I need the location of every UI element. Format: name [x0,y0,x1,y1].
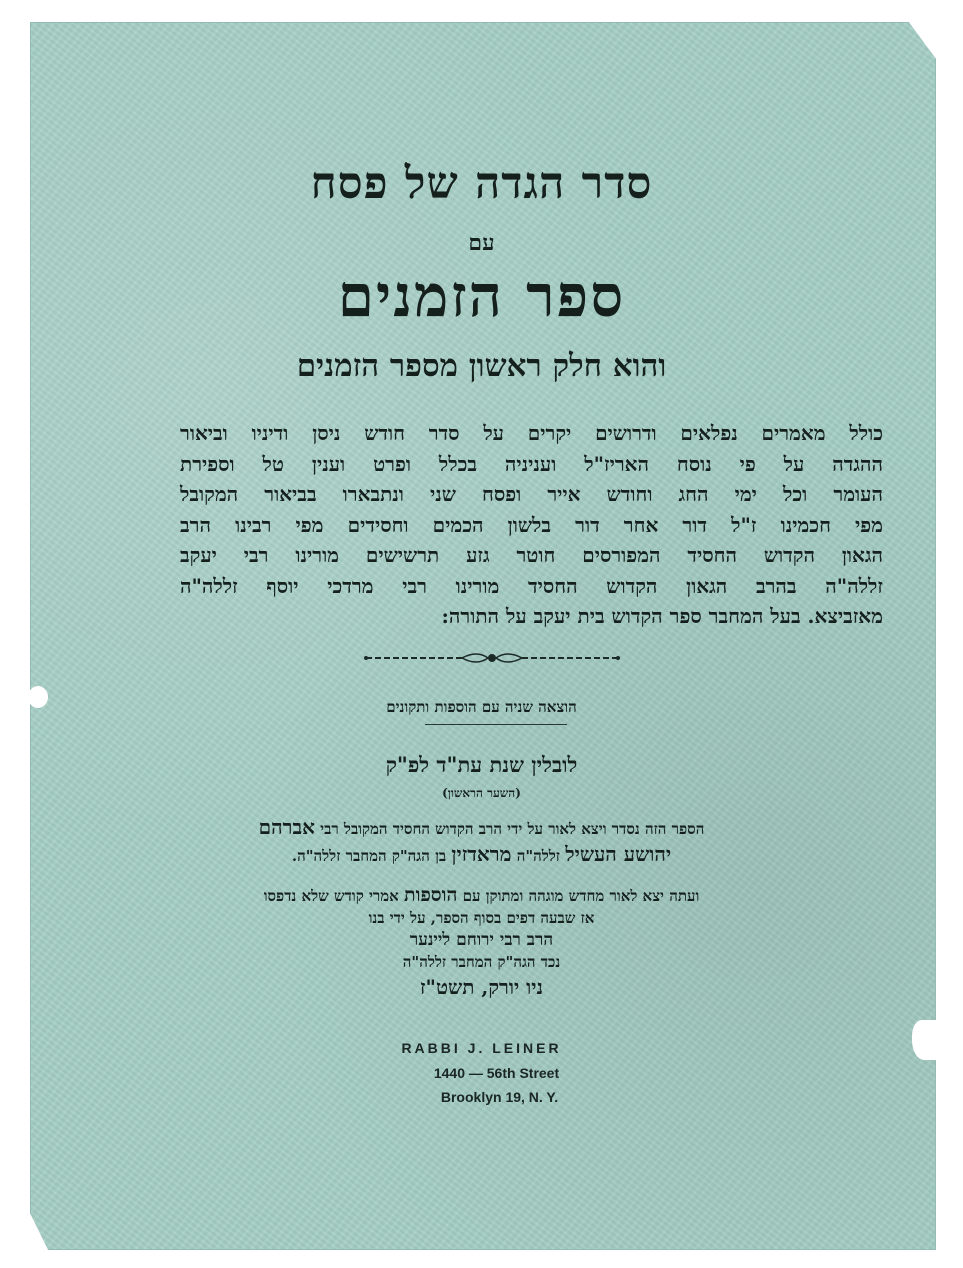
editor-place: מראדזין [451,842,512,866]
editor-name: יהושע העשיל [565,842,672,866]
description-line: זללה"ה בהרב הגאון הקדוש החסיד מורינו רבי מרדכי יוסף זללה"ה [180,573,883,598]
description-line: מפי חכמינו ז"ל דור אחר דור בלשון הכמים וחסידים מפי רבינו הרב [180,512,883,537]
publisher-city: Brooklyn 19, N. Y. [440,1089,559,1105]
republication-text: אמרי קודש שלא נדפסו [263,887,399,905]
description-line: הגאון הקדוש החסיד המפורסים חוטר גזע תרשישים מורינו רבי יעקב [180,543,883,567]
title-line-2: ספר הזמנים [337,262,626,330]
editors-text: הספר הזה נסדר ויצא לאור על ידי הרב הקדוש החסיד המקובל רבי [320,820,705,838]
republication-block [190,884,773,973]
subtitle: והוא חלק ראשון מספר הזמנים [296,348,667,384]
publisher-name: RABBI J. LEINER [401,1040,562,1056]
editors-block [212,815,751,869]
additions-word: הוספות [404,884,458,906]
ornament-divider [362,648,622,668]
publisher-street: 1440 — 56th Street [433,1065,560,1081]
city-year: ניו יורק, תשט"ז [419,975,544,999]
title-line-1: סדר הגדה של פסח [310,158,653,209]
edition-note: הוצאה שניה עם הוספות ותקונים [386,698,577,716]
place-year: לובלין שנת עת"ד לפ"ק [385,752,578,777]
republication-text: אז שבעה דפים בסוף הספר, על ידי בנו [368,909,595,927]
first-gate-note: (השער הראשון) [442,786,521,800]
editors-text: זללה"ה [516,847,560,865]
description-block [180,418,883,632]
description-line: כולל מאמרים נפלאים ודרושים יקרים על סדר חודש ניסן ודיניו וביאור [180,421,883,445]
description-line: מאזביצא. בעל המחבר ספר הקדוש בית יעקב על התורה: [441,604,883,628]
edition-underline [425,724,567,725]
republication-text: ועתה יצא לאור מחדש מוגהה ומתוקן עם [462,887,700,905]
editor-name: אברהם [258,815,315,839]
editors-text: בן הגה"ק המחבר זללה"ה. [291,847,447,865]
description-line: ההגדה על פי נוסח האריז"ל ועניניה בכלל ופרט וענין טל וספירת [180,451,883,476]
republisher-name: הרב רבי ירוחם ליינער [409,930,554,950]
description-line: העומר וכל ימי החג וחודש אייר ופסח שני ונתבארו בביאור המקובל [180,482,883,506]
title-with: עם [468,230,495,256]
republication-text: נכד הגה"ק המחבר זללה"ה [402,953,561,971]
